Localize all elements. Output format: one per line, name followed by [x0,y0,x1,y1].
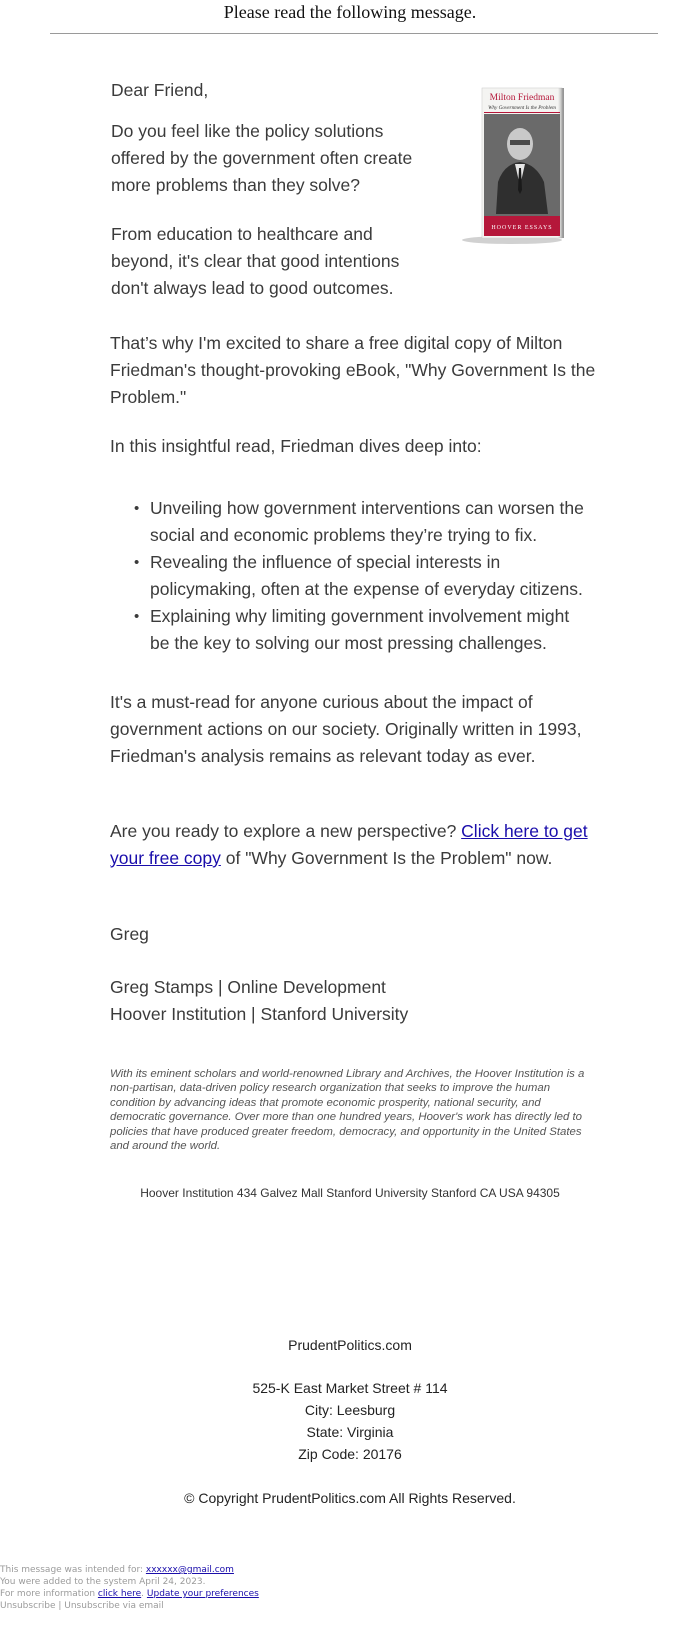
unsubscribe-email-link[interactable]: Unsubscribe via email [64,1601,164,1611]
book-subtitle: Why Government Is the Problem [488,105,556,111]
dives-paragraph: In this insightful read, Friedman dives deep into: [110,436,482,456]
signature-line-1: Greg Stamps | Online Development [110,977,386,997]
sender-state: State: Virginia [306,1424,394,1440]
update-preferences-link[interactable]: Update your preferences [146,1589,259,1599]
cta-text-before: Are you ready to explore a new perspective? [110,821,462,841]
signature-line-2: Hoover Institution | Stanford University [110,1004,409,1024]
click-here-link[interactable]: click here [97,1589,142,1599]
list-item: • Revealing the influence of special interests in policymaking, often at the expense of everyday citizens. [150,549,590,603]
footer-info-line [0,1588,400,1600]
greeting: Dear Friend, [111,80,209,100]
intro-paragraph-2: From education to healthcare and beyond, it's clear that good intentions don't always lead to good outcomes. [111,224,400,298]
list-item: • Explaining why limiting government involvement might be the key to solving our most pressing challenges. [150,603,590,657]
cta-paragraph [110,818,600,872]
cta-text-after: of "Why Government Is the Problem" now. [220,848,553,868]
sender-street: 525-K East Market Street # 114 [252,1380,448,1396]
sender-city: City: Leesburg [304,1402,396,1418]
sender-site: PrudentPolitics.com [288,1337,412,1353]
topics-list [150,495,590,657]
book-publisher: HOOVER ESSAYS [491,225,553,231]
hoover-about: With its eminent scholars and world-renowned Library and Archives, the Hoover Institution is a non-partisan, data-driven policy research organization that seeks to improve the human condition by advancing ideas that promote economic prosperity, national security, and democratic governance. Over more than one hundred years, Hoover's work has directly led to policies that have produced greater freedom, democracy, and opportunity in the United States and around the world. [110,1068,585,1153]
footer-more-info-label: For more information [0,1589,98,1599]
hoover-address: Hoover Institution 434 Galvez Mall Stanford University Stanford CA USA 94305 [140,1186,560,1200]
intro-paragraph-1: Do you feel like the policy solutions offered by the government often create more problems than they solve? [111,121,413,195]
must-read-paragraph: It's a must-read for anyone curious about the impact of government actions on our society. Originally written in 1993, Friedman's analysis remains as relevant today as ever. [110,692,582,766]
copyright: © Copyright PrudentPolitics.com All Rights Reserved. [184,1490,516,1506]
email-footer [0,1564,400,1612]
signoff: Greg [110,924,149,944]
book-title: Milton Friedman [489,93,555,103]
free-copy-link[interactable]: Click here to get your free copy [110,821,588,868]
footer-intended-line [0,1564,400,1576]
sender-zip: Zip Code: 20176 [298,1446,402,1462]
unsubscribe-link[interactable]: Unsubscribe [0,1601,56,1611]
list-item: • Unveiling how government interventions can worsen the social and economic problems they’re trying to fix. [150,495,590,549]
header-divider [50,33,658,34]
recipient-email-link[interactable]: xxxxxx@gmail.com [145,1565,234,1575]
footer-separator: . [141,1589,147,1599]
footer-added-line: You were added to the system April 24, 2023. [0,1577,206,1587]
book-cover-image [462,86,572,250]
footer-intended-label: This message was intended for: [0,1565,146,1575]
footer-unsubscribe-line [0,1600,400,1612]
offer-paragraph: That’s why I'm excited to share a free digital copy of Milton Friedman's thought-provoking eBook, "Why Government Is the Problem." [110,333,596,407]
footer-pipe: | [55,1601,65,1611]
header-message: Please read the following message. [223,2,477,22]
